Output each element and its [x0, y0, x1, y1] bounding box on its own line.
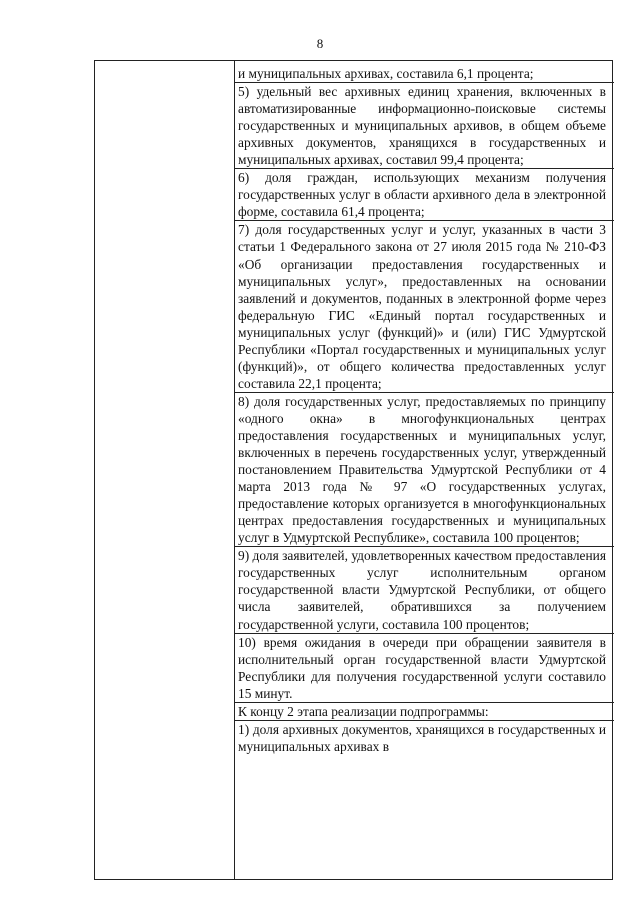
document-table — [94, 60, 613, 880]
list-item: 9) доля заявителей, удовлетворенных качеством предоставления государственных услуг исполнительным органом государственной власти Удмуртской Республики, от общего числа заявителей, обратившихся за получением государственной услуги, составила 100 процентов; — [234, 546, 614, 632]
list-item: 8) доля государственных услуг, предоставляемых по принципу «одного окна» в многофункциональных центрах предоставления государственных и муниципальных услуг, включенных в перечень государственных услуг, утвержденный постановлением Правительства Удмуртской Республики от 4 марта 2013 года № 97 «О государственных услугах, предоставление которых организуется в многофункциональных центрах предоставления государственных и муниципальных услуг в Удмуртской Республике», составила 100 процентов; — [234, 392, 614, 546]
list-item: 5) удельный вес архивных единиц хранения, включенных в автоматизированные информационно-поисковые системы государственных и муниципальных архивов, в общем объеме архивных документов, хранящихся в государственных и муниципальных архивах, составил 99,4 процента; — [234, 82, 614, 168]
list-item: 1) доля архивных документов, хранящихся в государственных и муниципальных архивах в — [234, 720, 614, 755]
list-item: К концу 2 этапа реализации подпрограммы: — [234, 702, 614, 720]
page-number: 8 — [316, 36, 324, 51]
text-cell — [238, 65, 606, 755]
empty-left-cell — [95, 61, 234, 879]
list-item: 7) доля государственных услуг и услуг, указанных в части 3 статьи 1 Федерального закона от 27 июля 2015 года № 210-ФЗ «Об организации предоставления государственных и муниципальных услуг», предоставленных на основании заявлений и документов, поданных в электронной форме через федеральную ГИС «Единый портал государственных и муниципальных услуг (функций)» и (или) ГИС Удмуртской Республики «Портал государственных и муниципальных услуг (функций)», от общего количества предоставленных услуг составила 22,1 процента; — [234, 220, 614, 391]
list-item: 10) время ожидания в очереди при обращении заявителя в исполнительный орган государственной власти Удмуртской Республики для получения государственной услуги составило 15 минут. — [234, 633, 614, 702]
list-item: 6) доля граждан, использующих механизм получения государственных услуг в области архивного дела в электронной форме, составила 61,4 процента; — [234, 168, 614, 220]
list-item: и муниципальных архивах, составила 6,1 процента; — [238, 66, 534, 81]
